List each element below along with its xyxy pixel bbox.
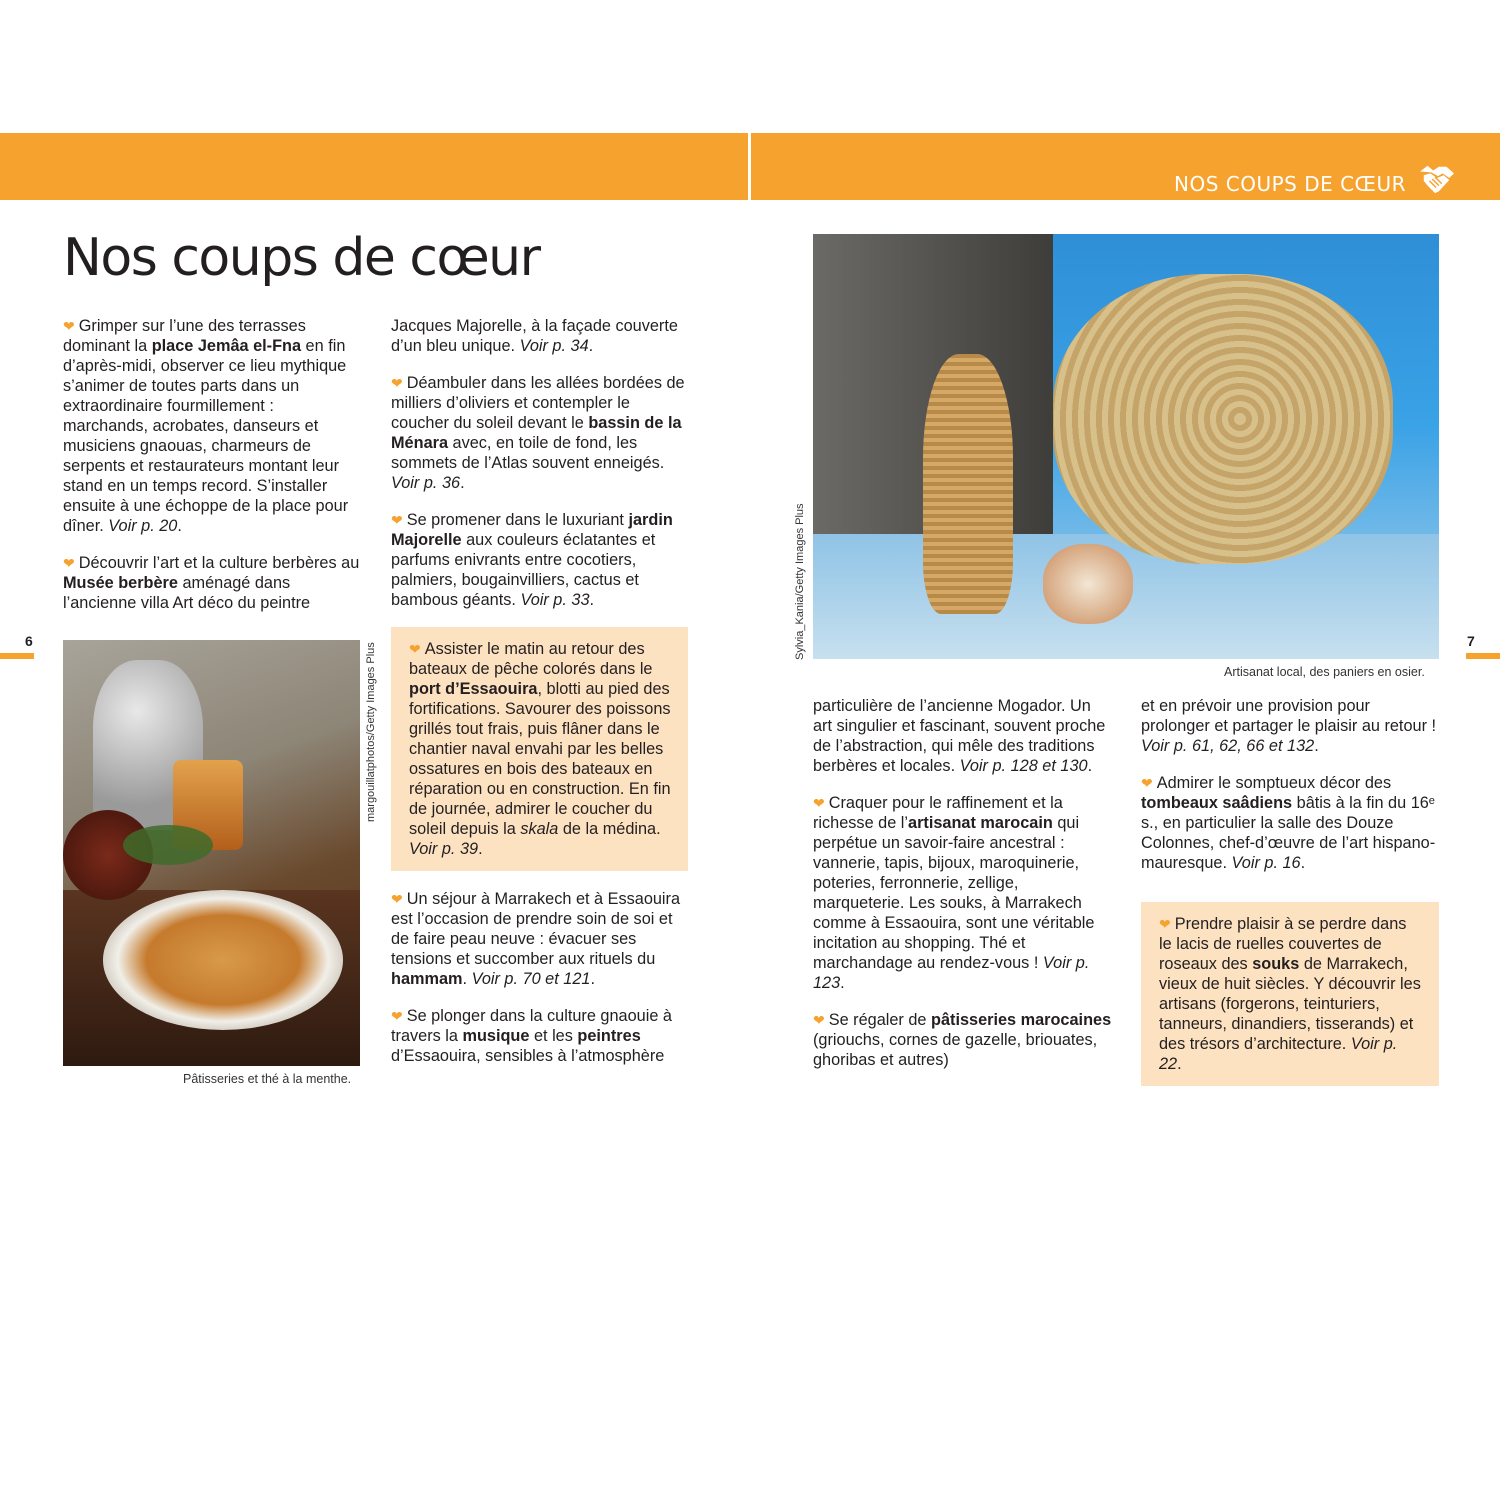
left-column-1 xyxy=(63,316,363,630)
heart-icon: ❤ xyxy=(63,318,75,334)
list-item: ❤ Grimper sur l’une des terrasses dominant la place Jemâa el-Fna en fin d’après-midi, observer ce lieu mythique s’animer de toutes parts dans un extraordinaire fourmillement : marchands, acrobates, danseurs et musiciens gnaouas, charmeurs de serpents et restaurateurs montant leur stand en un temps record. S’installer ensuite à une échoppe de la place pour dîner. Voir p. 20. xyxy=(63,317,349,535)
page-marker-right xyxy=(1466,653,1500,659)
tall-basket-shape xyxy=(923,354,1013,614)
hanging-baskets-shape xyxy=(1053,274,1393,564)
heart-icon: ❤ xyxy=(1141,775,1153,791)
right-column-1 xyxy=(813,696,1113,1087)
list-item: ❤ Déambuler dans les allées bordées de milliers d’oliviers et contempler le coucher du soleil devant le bassin de la Ménara avec, en toile de fond, les sommets de l’Atlas souvent enneigés. Voir p. 36. xyxy=(391,374,685,492)
list-item: et en prévoir une provision pour prolonger et partager le plaisir au retour ! Voir p. 61, 62, 66 et 132. xyxy=(1141,697,1437,755)
list-item: Jacques Majorelle, à la façade couverte d’un bleu unique. Voir p. 34. xyxy=(391,317,678,355)
heart-icon: ❤ xyxy=(1159,916,1171,932)
photo-caption: Artisanat local, des paniers en osier. xyxy=(1224,665,1425,679)
pastry-plate-shape xyxy=(103,890,343,1030)
heart-icon: ❤ xyxy=(63,555,75,571)
heart-icon: ❤ xyxy=(391,375,403,391)
left-column-2 xyxy=(391,316,686,627)
list-item: ❤ Se régaler de pâtisseries marocaines (griouchs, cornes de gazelle, briouates, ghoribas et autres) xyxy=(813,1011,1112,1069)
clay-pot-shape xyxy=(1043,544,1133,624)
baskets-photo xyxy=(813,234,1439,659)
list-item: particulière de l’ancienne Mogador. Un art singulier et fascinant, souvent proche de l’abstraction, qui mêle des traditions berbères et locales. Voir p. 128 et 130. xyxy=(813,697,1106,775)
pastries-photo xyxy=(63,640,360,1066)
heart-icon: ❤ xyxy=(391,512,403,528)
photo-credit: margouillatphotos/Getty Images Plus xyxy=(365,642,377,822)
list-item: ❤ Se promener dans le luxuriant jardin Majorelle aux couleurs éclatantes et parfums enivrants entre cocotiers, palmiers, bougainvilliers, cactus et bambous géants. Voir p. 33. xyxy=(391,511,673,609)
page-number-right: 7 xyxy=(1467,633,1475,649)
highlight-box-souks: ❤ Prendre plaisir à se perdre dans le lacis de ruelles couvertes de roseaux des souks de Marrakech, vieux de huit siècles. Y découvrir les artisans (forgerons, teinturiers, tanneurs, dinandiers, tisserands) et des trésors d’architecture. Voir p. 22. xyxy=(1141,902,1439,1086)
heart-icon: ❤ xyxy=(409,641,421,657)
photo-caption: Pâtisseries et thé à la menthe. xyxy=(183,1072,352,1086)
highlight-box-essaouira: ❤ Assister le matin au retour des bateaux de pêche colorés dans le port d’Essaouira, blotti au pied des fortifications. Savourer des poissons grillés tout frais, puis flâner dans le chantier naval envahi par les belles ossatures en bois des bateaux en réparation ou en construction. En fin de journée, admirer le coucher du soleil depuis la skala de la médina. Voir p. 39. xyxy=(391,627,688,871)
heart-icon: ❤ xyxy=(813,1012,825,1028)
section-label: NOS COUPS DE CŒUR xyxy=(1173,172,1406,196)
list-item: ❤ Un séjour à Marrakech et à Essaouira est l’occasion de prendre soin de soi et de faire peau neuve : évacuer ses tensions et succomber aux rituels du hammam. Voir p. 70 et 121. xyxy=(391,890,681,988)
header-band-left xyxy=(0,133,748,200)
heart-icon: ❤ xyxy=(391,891,403,907)
list-item: ❤ Se plonger dans la culture gnaouie à travers la musique et les peintres d’Essaouira, sensibles à l’atmosphère xyxy=(391,1007,672,1065)
page-number-left: 6 xyxy=(25,633,33,649)
handshake-icon xyxy=(1418,162,1456,196)
photo-credit: Sylvia_Kania/Getty Images Plus xyxy=(794,503,806,660)
list-item: ❤ Admirer le somptueux décor des tombeaux saâdiens bâtis à la fin du 16ᵉ s., en particulier la salle des Douze Colonnes, chef-d’œuvre de l’art hispano-mauresque. Voir p. 16. xyxy=(1141,774,1436,872)
heart-icon: ❤ xyxy=(813,795,825,811)
list-item: ❤ Craquer pour le raffinement et la richesse de l’artisanat marocain qui perpétue un savoir-faire ancestral : vannerie, tapis, bijoux, maroquinerie, poteries, ferronnerie, zellige, marqueterie. Les souks, à Marrakech comme à Essaouira, sont une véritable incitation au shopping. Thé et marchandage au rendez-vous ! Voir p. 123. xyxy=(813,794,1095,992)
left-column-2-lower xyxy=(391,889,686,1083)
list-item: ❤ Découvrir l’art et la culture berbères au Musée berbère aménagé dans l’ancienne villa Art déco du peintre xyxy=(63,554,360,612)
right-column-2 xyxy=(1141,696,1439,890)
heart-icon: ❤ xyxy=(391,1008,403,1024)
page-title: Nos coups de cœur xyxy=(63,228,540,288)
mint-leaves-shape xyxy=(123,825,213,865)
page-marker-left xyxy=(0,653,34,659)
